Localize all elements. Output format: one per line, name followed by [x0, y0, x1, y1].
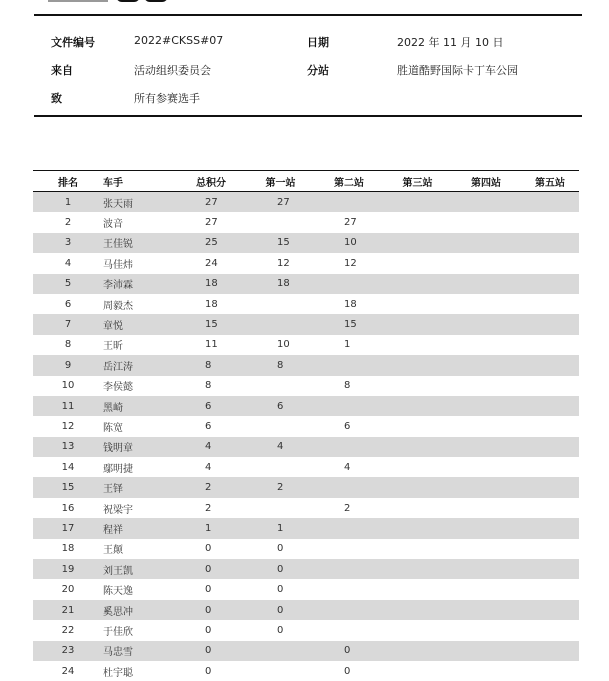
driver-cell: 王昕 — [103, 335, 175, 355]
round4-cell — [451, 192, 521, 213]
round1-cell — [247, 294, 314, 314]
total-points-cell: 8 — [175, 355, 247, 375]
round4-cell — [451, 579, 521, 599]
round2-cell: 1 — [314, 335, 384, 355]
round2-cell: 15 — [314, 314, 384, 334]
table-row — [33, 376, 579, 396]
round5-cell — [521, 233, 579, 253]
driver-cell: 陈宽 — [103, 416, 175, 436]
round3-cell — [384, 253, 451, 273]
round1-cell: 0 — [247, 579, 314, 599]
driver-cell: 马忠雪 — [103, 641, 175, 661]
total-points-cell: 0 — [175, 539, 247, 559]
round3-cell — [384, 396, 451, 416]
round4-cell — [451, 559, 521, 579]
round1-cell: 4 — [247, 437, 314, 457]
round5-cell — [521, 661, 579, 681]
total-points-cell: 15 — [175, 314, 247, 334]
round5-cell — [521, 376, 579, 396]
to-value: 所有参赛选手 — [134, 90, 200, 106]
table-row — [33, 416, 579, 436]
rank-cell: 6 — [33, 294, 103, 314]
rank-cell: 17 — [33, 518, 103, 538]
table-row — [33, 335, 579, 355]
round4-cell — [451, 274, 521, 294]
driver-cell: 周毅杰 — [103, 294, 175, 314]
round4-cell — [451, 477, 521, 497]
total-points-cell: 11 — [175, 335, 247, 355]
round5-cell — [521, 600, 579, 620]
round2-cell — [314, 518, 384, 538]
round3-cell — [384, 294, 451, 314]
round2-cell — [314, 579, 384, 599]
round5-cell — [521, 314, 579, 334]
total-points-cell: 8 — [175, 376, 247, 396]
driver-cell: 王铎 — [103, 477, 175, 497]
rank-cell: 1 — [33, 192, 103, 213]
round5-cell — [521, 620, 579, 640]
total-points-cell: 6 — [175, 396, 247, 416]
round4-cell — [451, 498, 521, 518]
driver-cell: 刘王凯 — [103, 559, 175, 579]
table-row — [33, 253, 579, 273]
round2-cell — [314, 355, 384, 375]
round4-cell — [451, 396, 521, 416]
round3-cell — [384, 477, 451, 497]
logo-shape-left — [116, 0, 140, 2]
table-row — [33, 477, 579, 497]
round3-cell — [384, 661, 451, 681]
round1-cell: 0 — [247, 539, 314, 559]
round1-cell — [247, 661, 314, 681]
rank-cell: 3 — [33, 233, 103, 253]
round1-cell: 2 — [247, 477, 314, 497]
rank-cell: 16 — [33, 498, 103, 518]
table-row — [33, 579, 579, 599]
table-row — [33, 437, 579, 457]
driver-cell: 程祥 — [103, 518, 175, 538]
col-header-total: 总积分 — [175, 171, 247, 192]
round3-cell — [384, 212, 451, 232]
driver-cell: 祝梁宇 — [103, 498, 175, 518]
total-points-cell: 24 — [175, 253, 247, 273]
driver-cell: 章悦 — [103, 314, 175, 334]
rank-cell: 7 — [33, 314, 103, 334]
round3-cell — [384, 192, 451, 213]
table-row — [33, 212, 579, 232]
table-row — [33, 274, 579, 294]
round5-cell — [521, 294, 579, 314]
round5-cell — [521, 539, 579, 559]
round5-cell — [521, 212, 579, 232]
round5-cell — [521, 579, 579, 599]
total-points-cell: 0 — [175, 579, 247, 599]
from-value: 活动组织委员会 — [134, 62, 211, 78]
driver-cell: 王颠 — [103, 539, 175, 559]
round1-cell: 27 — [247, 192, 314, 213]
round5-cell — [521, 498, 579, 518]
round5-cell — [521, 559, 579, 579]
round5-cell — [521, 253, 579, 273]
round1-cell: 0 — [247, 600, 314, 620]
round2-cell: 0 — [314, 641, 384, 661]
round3-cell — [384, 600, 451, 620]
round4-cell — [451, 355, 521, 375]
date-label: 日期 — [307, 34, 329, 50]
driver-cell: 黑崎 — [103, 396, 175, 416]
round5-cell — [521, 396, 579, 416]
round1-cell — [247, 641, 314, 661]
round2-cell: 8 — [314, 376, 384, 396]
round1-cell: 10 — [247, 335, 314, 355]
round4-cell — [451, 661, 521, 681]
round5-cell — [521, 416, 579, 436]
rank-cell: 20 — [33, 579, 103, 599]
round2-cell — [314, 620, 384, 640]
table-row — [33, 661, 579, 681]
rank-cell: 13 — [33, 437, 103, 457]
table-row — [33, 600, 579, 620]
round4-cell — [451, 641, 521, 661]
station-value: 胜道酷野国际卡丁车公园 — [397, 62, 518, 78]
date-value: 2022 年 11 月 10 日 — [397, 34, 503, 50]
round4-cell — [451, 253, 521, 273]
round3-cell — [384, 335, 451, 355]
round4-cell — [451, 539, 521, 559]
round4-cell — [451, 294, 521, 314]
round2-cell — [314, 274, 384, 294]
round4-cell — [451, 212, 521, 232]
rank-cell: 24 — [33, 661, 103, 681]
table-row — [33, 396, 579, 416]
round1-cell — [247, 376, 314, 396]
round5-cell — [521, 335, 579, 355]
driver-cell: 马佳炜 — [103, 253, 175, 273]
total-points-cell: 27 — [175, 192, 247, 213]
round2-cell: 4 — [314, 457, 384, 477]
round3-cell — [384, 274, 451, 294]
col-header-round2: 第二站 — [314, 171, 384, 192]
round2-cell: 27 — [314, 212, 384, 232]
round4-cell — [451, 518, 521, 538]
rank-cell: 22 — [33, 620, 103, 640]
col-header-round1: 第一站 — [247, 171, 314, 192]
total-points-cell: 25 — [175, 233, 247, 253]
round3-cell — [384, 620, 451, 640]
round2-cell: 18 — [314, 294, 384, 314]
doc-number-label: 文件编号 — [51, 34, 95, 50]
round5-cell — [521, 641, 579, 661]
rank-cell: 10 — [33, 376, 103, 396]
doc-number-value: 2022#CKSS#07 — [134, 34, 223, 47]
rank-cell: 5 — [33, 274, 103, 294]
round3-cell — [384, 518, 451, 538]
logo-shape-right — [144, 0, 168, 2]
driver-cell: 杜宇聪 — [103, 661, 175, 681]
round2-cell: 12 — [314, 253, 384, 273]
driver-cell: 张天雨 — [103, 192, 175, 213]
round3-cell — [384, 641, 451, 661]
rank-cell: 19 — [33, 559, 103, 579]
round1-cell: 0 — [247, 620, 314, 640]
round2-cell — [314, 539, 384, 559]
col-header-round3: 第三站 — [384, 171, 451, 192]
round1-cell: 15 — [247, 233, 314, 253]
rank-cell: 8 — [33, 335, 103, 355]
driver-cell: 王佳锐 — [103, 233, 175, 253]
round1-cell — [247, 457, 314, 477]
round1-cell: 12 — [247, 253, 314, 273]
rank-cell: 18 — [33, 539, 103, 559]
round2-cell — [314, 477, 384, 497]
from-label: 来自 — [51, 62, 73, 78]
round4-cell — [451, 620, 521, 640]
driver-cell: 陈天逸 — [103, 579, 175, 599]
rank-cell: 9 — [33, 355, 103, 375]
table-row — [33, 355, 579, 375]
header-bottom-rule — [34, 115, 582, 117]
round1-cell: 0 — [247, 559, 314, 579]
round4-cell — [451, 335, 521, 355]
rank-cell: 4 — [33, 253, 103, 273]
driver-cell: 于佳欣 — [103, 620, 175, 640]
round4-cell — [451, 314, 521, 334]
rank-cell: 2 — [33, 212, 103, 232]
total-points-cell: 0 — [175, 600, 247, 620]
round1-cell: 8 — [247, 355, 314, 375]
driver-cell: 岳江涛 — [103, 355, 175, 375]
driver-cell: 奚思冲 — [103, 600, 175, 620]
total-points-cell: 4 — [175, 457, 247, 477]
total-points-cell: 18 — [175, 294, 247, 314]
round4-cell — [451, 376, 521, 396]
round3-cell — [384, 416, 451, 436]
round3-cell — [384, 498, 451, 518]
round2-cell: 0 — [314, 661, 384, 681]
round1-cell — [247, 212, 314, 232]
table-row — [33, 518, 579, 538]
round1-cell — [247, 498, 314, 518]
logo-text-fragment — [48, 0, 108, 2]
standings-table — [33, 170, 579, 681]
round2-cell: 6 — [314, 416, 384, 436]
round5-cell — [521, 477, 579, 497]
round2-cell — [314, 437, 384, 457]
station-label: 分站 — [307, 62, 329, 78]
total-points-cell: 0 — [175, 620, 247, 640]
round4-cell — [451, 233, 521, 253]
table-header-row — [33, 171, 579, 192]
total-points-cell: 0 — [175, 661, 247, 681]
round2-cell — [314, 192, 384, 213]
rank-cell: 15 — [33, 477, 103, 497]
round2-cell — [314, 559, 384, 579]
table-row — [33, 314, 579, 334]
table-row — [33, 559, 579, 579]
col-header-round5: 第五站 — [521, 171, 579, 192]
round2-cell: 10 — [314, 233, 384, 253]
round1-cell — [247, 314, 314, 334]
driver-cell: 波音 — [103, 212, 175, 232]
driver-cell: 鄢明捷 — [103, 457, 175, 477]
table-row — [33, 192, 579, 213]
total-points-cell: 0 — [175, 641, 247, 661]
rank-cell: 21 — [33, 600, 103, 620]
table-row — [33, 457, 579, 477]
round5-cell — [521, 518, 579, 538]
table-row — [33, 233, 579, 253]
total-points-cell: 27 — [175, 212, 247, 232]
round3-cell — [384, 233, 451, 253]
round5-cell — [521, 457, 579, 477]
total-points-cell: 4 — [175, 437, 247, 457]
round3-cell — [384, 376, 451, 396]
col-header-rank: 排名 — [33, 171, 103, 192]
round2-cell — [314, 396, 384, 416]
round3-cell — [384, 437, 451, 457]
table-row — [33, 539, 579, 559]
rank-cell: 12 — [33, 416, 103, 436]
round3-cell — [384, 559, 451, 579]
total-points-cell: 6 — [175, 416, 247, 436]
total-points-cell: 18 — [175, 274, 247, 294]
table-row — [33, 620, 579, 640]
round2-cell: 2 — [314, 498, 384, 518]
round5-cell — [521, 192, 579, 213]
round5-cell — [521, 274, 579, 294]
round4-cell — [451, 600, 521, 620]
table-row — [33, 498, 579, 518]
round3-cell — [384, 355, 451, 375]
col-header-driver: 车手 — [103, 171, 175, 192]
round1-cell: 18 — [247, 274, 314, 294]
round3-cell — [384, 457, 451, 477]
header-top-rule — [34, 14, 582, 16]
rank-cell: 11 — [33, 396, 103, 416]
driver-cell: 李侯懿 — [103, 376, 175, 396]
round4-cell — [451, 416, 521, 436]
table-row — [33, 294, 579, 314]
round1-cell — [247, 416, 314, 436]
round3-cell — [384, 579, 451, 599]
total-points-cell: 1 — [175, 518, 247, 538]
round3-cell — [384, 539, 451, 559]
to-label: 致 — [51, 90, 62, 106]
standings-table-body — [33, 192, 579, 681]
total-points-cell: 2 — [175, 498, 247, 518]
round1-cell: 1 — [247, 518, 314, 538]
col-header-round4: 第四站 — [451, 171, 521, 192]
rank-cell: 14 — [33, 457, 103, 477]
round5-cell — [521, 355, 579, 375]
table-row — [33, 641, 579, 661]
round4-cell — [451, 437, 521, 457]
round1-cell: 6 — [247, 396, 314, 416]
round4-cell — [451, 457, 521, 477]
rank-cell: 23 — [33, 641, 103, 661]
driver-cell: 钱明章 — [103, 437, 175, 457]
total-points-cell: 2 — [175, 477, 247, 497]
round5-cell — [521, 437, 579, 457]
round3-cell — [384, 314, 451, 334]
total-points-cell: 0 — [175, 559, 247, 579]
round2-cell — [314, 600, 384, 620]
driver-cell: 李沛霖 — [103, 274, 175, 294]
organizer-logo-icon — [48, 0, 168, 4]
